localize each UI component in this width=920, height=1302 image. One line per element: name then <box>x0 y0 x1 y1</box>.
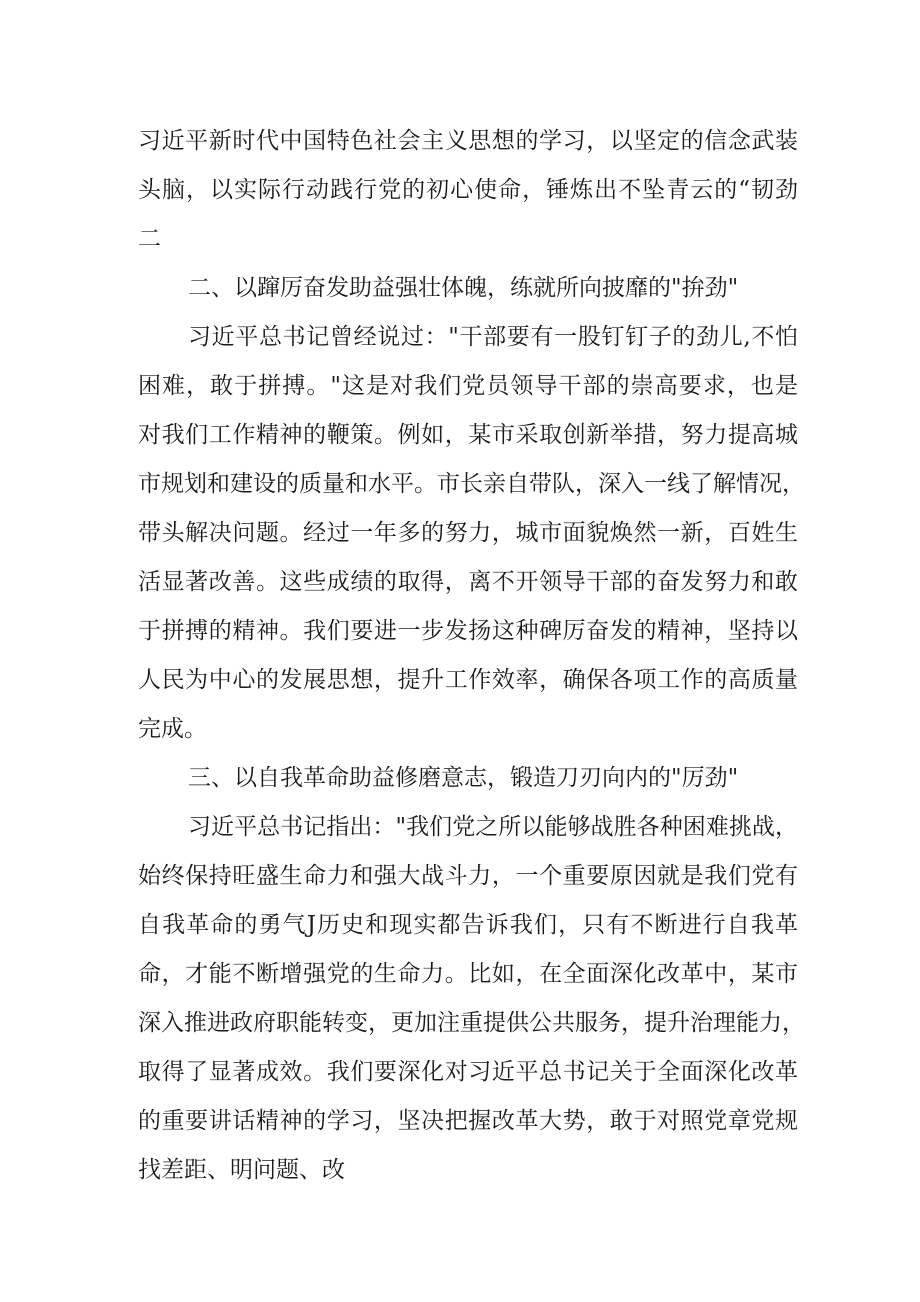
paragraph-line: 二 <box>138 226 161 252</box>
paragraph-line: 困难，敢于拼搏。"这是对我们党员领导干部的崇高要求，也是 <box>138 373 798 399</box>
paragraph-line: 始终保持旺盛生命力和强大战斗力，一个重要原因就是我们党有 <box>138 863 798 889</box>
paragraph-line: 市规划和建设的质量和水平。市长亲自带队，深入一线了解情况， <box>138 471 805 497</box>
paragraph-line: 于拼搏的精神。我们要进一步发扬这种碑厉奋发的精神，坚持以 <box>138 618 798 644</box>
paragraph-line: 习近平新时代中国特色社会主义思想的学习，以坚定的信念武装 <box>138 128 798 154</box>
paragraph-line: 命，才能不断增强党的生命力。比如，在全面深化改革中，某市 <box>138 961 798 987</box>
paragraph-line: 自我革命的勇气J历史和现实都告诉我们，只有不断进行自我革 <box>138 912 798 938</box>
paragraph-line: 人民为中心的发展思想，提升工作效率，确保各项工作的高质量 <box>138 667 798 693</box>
section-heading: 二、以蹿厉奋发助益强壮体魄，练就所向披靡的"拚劲" <box>188 275 739 301</box>
paragraph-line: 对我们工作精神的鞭策。例如，某市采取创新举措，努力提高城 <box>138 422 798 448</box>
paragraph-line: 带头解决问题。经过一年多的努力，城市面貌焕然一新，百姓生 <box>138 520 798 546</box>
paragraph-line: 深入推进政府职能转变，更加注重提供公共服务，提升治理能力， <box>138 1010 805 1036</box>
paragraph-line: 的重要讲话精神的学习，坚决把握改革大势，敢于对照党章党规 <box>138 1108 798 1134</box>
paragraph-line: 活显著改善。这些成绩的取得，离不开领导干部的奋发努力和敢 <box>138 569 798 595</box>
paragraph-line: 完成。 <box>138 716 207 742</box>
section-heading: 三、以自我革命助益修磨意志，锻造刀刃向内的"厉劲" <box>188 765 739 791</box>
paragraph-line: 习近平总书记曾经说过："干部要有一股钉钉子的劲儿,不怕 <box>188 324 798 350</box>
paragraph-line: 习近平总书记指出："我们党之所以能够战胜各种困难挑战， <box>188 814 798 840</box>
paragraph-line: 取得了显著成效。我们要深化对习近平总书记关于全面深化改革 <box>138 1059 798 1085</box>
paragraph-line: 头脑，以实际行动践行党的初心使命，锤炼出不坠青云的“韧劲 <box>138 177 798 203</box>
paragraph-line: 找差距、明问题、改 <box>138 1157 345 1183</box>
